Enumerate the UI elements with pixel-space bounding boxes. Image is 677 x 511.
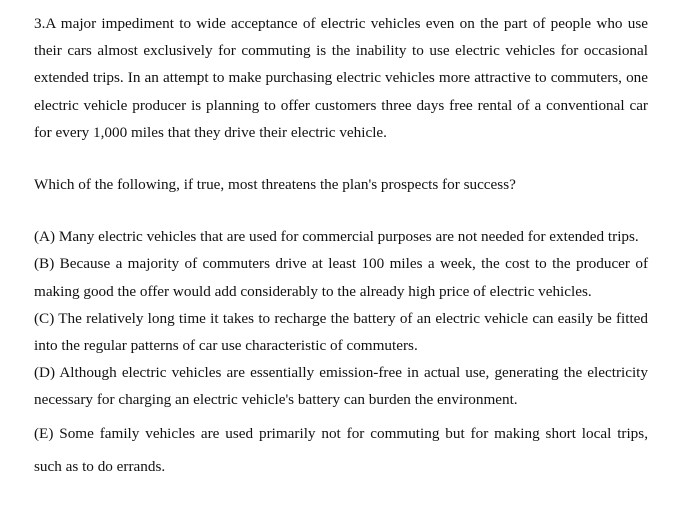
option-b: (B) Because a majority of commuters drive at least 100 miles a week, the cost to the producer of making good the offer would add considerably to the already high price of electric vehicles. <box>34 255 648 300</box>
passage-text: 3.A major impediment to wide acceptance of electric vehicles even on the part of people who use their cars almost exclusively for commuting is the inability to use electric vehicles for occasional extended trips. In an attempt to make purchasing electric vehicles more attractive to commuters, one electric vehicle producer is planning to offer customers three days free rental of a conventional car for every 1,000 miles that they drive their electric vehicle. <box>34 15 648 141</box>
answer-options <box>34 223 648 482</box>
question-stem: Which of the following, if true, most threatens the plan's prospects for success? <box>34 176 516 194</box>
question-document <box>34 10 648 483</box>
option-e: (E) Some family vehicles are used primarily not for commuting but for making short local trips, such as to do errands. <box>34 424 648 475</box>
option-a: (A) Many electric vehicles that are used for commercial purposes are not needed for extended trips. <box>34 228 639 246</box>
option-d: (D) Although electric vehicles are essentially emission-free in actual use, generating the electricity necessary for charging an electric vehicle's battery can burden the environment. <box>34 364 648 409</box>
option-c: (C) The relatively long time it takes to recharge the battery of an electric vehicle can easily be fitted into the regular patterns of car use characteristic of commuters. <box>34 309 648 355</box>
